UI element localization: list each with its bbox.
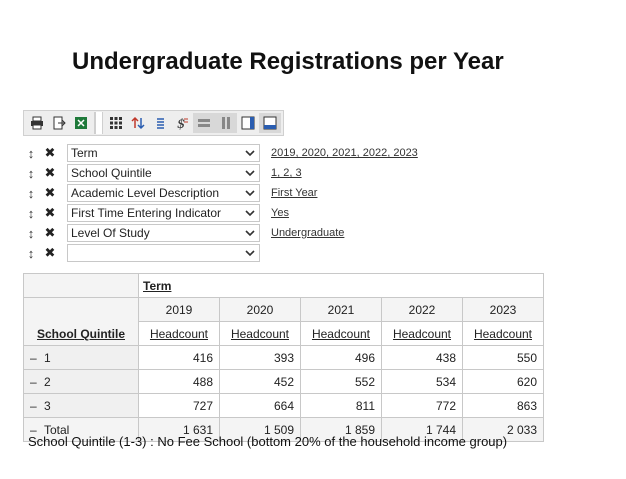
printer-icon[interactable] xyxy=(26,113,48,133)
pivot-table xyxy=(23,273,544,442)
collapse-icon[interactable]: – xyxy=(30,398,37,413)
year-header: 2023 xyxy=(463,298,544,322)
row-label[interactable] xyxy=(24,394,139,418)
year-header: 2020 xyxy=(220,298,301,322)
filter-row xyxy=(25,184,318,202)
remove-filter-icon[interactable]: ✖ xyxy=(44,205,56,220)
filter-field-select[interactable] xyxy=(67,244,260,262)
export-icon[interactable] xyxy=(48,113,70,133)
grid-icon[interactable] xyxy=(105,113,127,133)
table-cell: 1 509 xyxy=(220,418,301,442)
excel-icon[interactable] xyxy=(70,113,92,133)
table-row xyxy=(24,370,544,394)
layout-left-icon[interactable] xyxy=(237,113,259,133)
list-icon[interactable] xyxy=(149,113,171,133)
dollar-icon[interactable] xyxy=(171,113,193,133)
filter-row xyxy=(25,224,345,242)
chevron-down-icon xyxy=(245,248,255,258)
filter-value-link[interactable]: Undergraduate xyxy=(271,227,345,239)
measure-header[interactable]: Headcount xyxy=(301,322,382,346)
table-cell: 534 xyxy=(382,370,463,394)
remove-filter-icon[interactable]: ✖ xyxy=(44,225,56,240)
measure-header[interactable]: Headcount xyxy=(220,322,301,346)
table-cell: 488 xyxy=(139,370,220,394)
remove-filter-icon[interactable]: ✖ xyxy=(44,185,56,200)
reorder-handle-icon[interactable]: ↕ xyxy=(27,225,35,241)
table-cell: 438 xyxy=(382,346,463,370)
row-label[interactable] xyxy=(24,370,139,394)
table-cell: 496 xyxy=(301,346,382,370)
filter-row xyxy=(25,164,302,182)
collapse-icon[interactable]: – xyxy=(30,350,37,365)
bar-horizontal-icon[interactable] xyxy=(193,113,215,133)
row-label[interactable] xyxy=(24,346,139,370)
filter-row xyxy=(25,144,418,162)
filter-value-link[interactable]: Yes xyxy=(271,207,289,219)
measure-header[interactable]: Headcount xyxy=(139,322,220,346)
table-cell: 1 631 xyxy=(139,418,220,442)
page-title: Undergraduate Registrations per Year xyxy=(72,48,504,75)
sort-icon[interactable] xyxy=(127,113,149,133)
filter-value-link[interactable]: 2019, 2020, 2021, 2022, 2023 xyxy=(271,147,418,159)
column-dimension-header[interactable]: Term xyxy=(139,274,544,298)
table-cell: 664 xyxy=(220,394,301,418)
filter-field-label: Term xyxy=(71,146,98,160)
filter-value-link[interactable]: First Year xyxy=(271,187,318,199)
row-label-text: 1 xyxy=(44,350,51,365)
bar-vertical-icon[interactable] xyxy=(215,113,237,133)
filter-field-select[interactable] xyxy=(67,184,260,202)
chevron-down-icon xyxy=(245,168,255,178)
year-header: 2021 xyxy=(301,298,382,322)
filter-row xyxy=(25,204,289,222)
table-cell: 620 xyxy=(463,370,544,394)
toolbar xyxy=(23,110,284,136)
measure-header[interactable]: Headcount xyxy=(463,322,544,346)
reorder-handle-icon[interactable]: ↕ xyxy=(27,145,35,161)
chevron-down-icon xyxy=(245,228,255,238)
row-dimension-header[interactable]: School Quintile xyxy=(24,298,139,346)
year-header: 2022 xyxy=(382,298,463,322)
remove-filter-icon[interactable]: ✖ xyxy=(44,145,56,160)
table-cell: 811 xyxy=(301,394,382,418)
collapse-icon[interactable]: – xyxy=(30,422,37,437)
table-cell: 550 xyxy=(463,346,544,370)
table-cell: 2 033 xyxy=(463,418,544,442)
reorder-handle-icon[interactable]: ↕ xyxy=(27,165,35,181)
table-cell: 452 xyxy=(220,370,301,394)
table-cell: 552 xyxy=(301,370,382,394)
table-cell: 1 744 xyxy=(382,418,463,442)
reorder-handle-icon[interactable]: ↕ xyxy=(27,185,35,201)
collapse-icon[interactable]: – xyxy=(30,374,37,389)
reorder-handle-icon[interactable]: ↕ xyxy=(27,245,35,261)
table-cell: 727 xyxy=(139,394,220,418)
table-cell: 863 xyxy=(463,394,544,418)
filter-row xyxy=(25,244,59,262)
filter-field-select[interactable] xyxy=(67,224,260,242)
layout-bottom-icon[interactable] xyxy=(259,113,281,133)
chevron-down-icon xyxy=(245,208,255,218)
year-header: 2019 xyxy=(139,298,220,322)
filter-field-label: First Time Entering Indicator xyxy=(71,206,222,220)
table-row xyxy=(24,346,544,370)
remove-filter-icon[interactable]: ✖ xyxy=(44,245,56,260)
measure-header[interactable]: Headcount xyxy=(382,322,463,346)
filter-field-label: Level Of Study xyxy=(71,226,150,240)
table-cell: 772 xyxy=(382,394,463,418)
filter-field-label: Academic Level Description xyxy=(71,186,220,200)
filter-field-select[interactable] xyxy=(67,204,260,222)
table-cell: 416 xyxy=(139,346,220,370)
chevron-down-icon xyxy=(245,148,255,158)
filter-field-label: School Quintile xyxy=(71,166,152,180)
filter-field-select[interactable] xyxy=(67,164,260,182)
filter-value-link[interactable]: 1, 2, 3 xyxy=(271,167,302,179)
table-cell: 393 xyxy=(220,346,301,370)
table-row xyxy=(24,394,544,418)
footnote: School Quintile (1-3) : No Fee School (bottom 20% of the household income group) xyxy=(28,434,508,449)
chevron-down-icon xyxy=(245,188,255,198)
row-label-text: Total xyxy=(44,422,70,437)
table-cell: 1 859 xyxy=(301,418,382,442)
filter-field-select[interactable] xyxy=(67,144,260,162)
svg-text:$: $ xyxy=(177,117,186,130)
row-label-text: 3 xyxy=(44,398,51,413)
reorder-handle-icon[interactable]: ↕ xyxy=(27,205,35,221)
remove-filter-icon[interactable]: ✖ xyxy=(44,165,56,180)
row-label-text: 2 xyxy=(44,374,51,389)
table-corner xyxy=(24,274,139,298)
